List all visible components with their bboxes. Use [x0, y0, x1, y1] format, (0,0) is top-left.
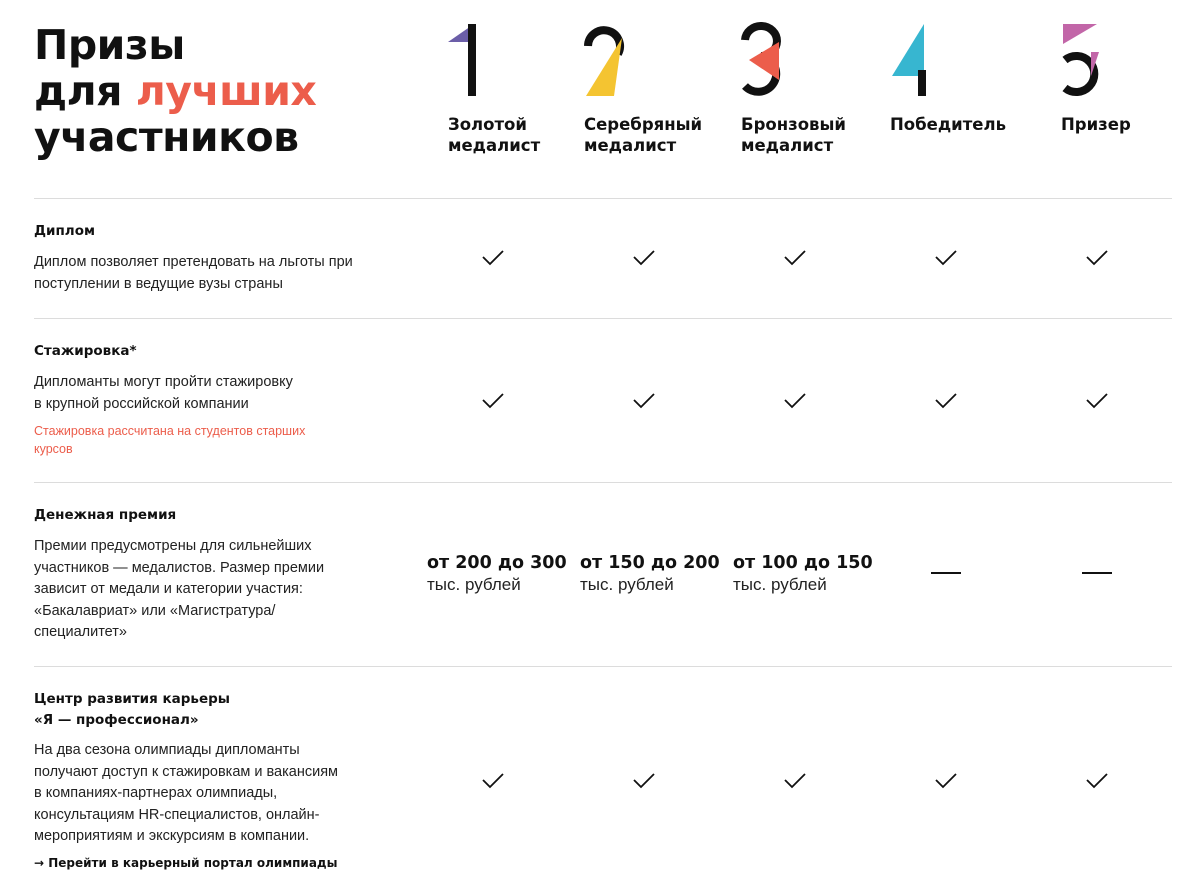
title-line-3: участников: [34, 113, 299, 161]
row-divider: [34, 482, 1172, 483]
dash-icon: [1082, 572, 1112, 574]
title-line-2-accent: лучших: [135, 67, 317, 115]
numeral-3-icon: [741, 22, 789, 98]
row-divider: [34, 666, 1172, 667]
title-line-1: Призы: [34, 21, 185, 69]
check-icon: [934, 772, 958, 790]
numeral-5-icon: [1061, 22, 1109, 98]
check-icon: [1085, 772, 1109, 790]
header-divider: [34, 198, 1172, 199]
column-label: Победитель: [890, 115, 1007, 134]
row-note-internship: Стажировка рассчитана на студентов старших курсов: [34, 424, 306, 456]
check-icon: [481, 772, 505, 790]
check-icon: [783, 772, 807, 790]
column-label: Золотой медалист: [448, 115, 541, 155]
row-title-diploma: Диплом: [34, 223, 96, 239]
column-gold-medalist: [448, 22, 541, 155]
amount-bronze: от 100 до 150 тыс. рублей: [733, 553, 873, 594]
row-desc-money: Премии предусмотрены для сильнейших участников — медалистов. Размер премии зависит от медали и категории участия: «Бакалавриат» или «Магистратура/ специалитет»: [34, 538, 325, 640]
page-title: [34, 22, 316, 160]
title-line-2-plain: для: [34, 67, 136, 115]
row-desc-diploma: Диплом позволяет претендовать на льготы при поступлении в ведущие вузы страны: [34, 254, 353, 292]
row-title-internship: Стажировка*: [34, 343, 137, 359]
numeral-1-icon: [448, 22, 496, 98]
amount-silver: от 150 до 200 тыс. рублей: [580, 553, 720, 594]
check-icon: [632, 392, 656, 410]
check-icon: [632, 772, 656, 790]
row-title-career: Центр развития карьеры «Я — профессионал»: [34, 691, 230, 728]
column-winner: [890, 22, 1007, 134]
career-portal-link[interactable]: → Перейти в карьерный портал олимпиады: [34, 856, 338, 870]
row-divider: [34, 318, 1172, 319]
numeral-2-icon: [584, 22, 632, 98]
row-desc-internship: Дипломанты могут пройти стажировку в крупной российской компании: [34, 374, 293, 412]
amount-gold: от 200 до 300 тыс. рублей: [427, 553, 567, 594]
column-label: Призер: [1061, 115, 1131, 134]
numeral-4-icon: [890, 22, 938, 98]
row-desc-career: На два сезона олимпиады дипломанты получают доступ к стажировкам и вакансиям в компаниях-партнерах олимпиады, консультациям HR-специалистов, онлайн- мероприятиям и экскурсиям в компании.: [34, 742, 339, 844]
check-icon: [783, 392, 807, 410]
check-icon: [1085, 392, 1109, 410]
row-title-money: Денежная премия: [34, 507, 177, 523]
check-icon: [632, 249, 656, 267]
column-prizer: [1061, 22, 1131, 134]
check-icon: [481, 249, 505, 267]
column-bronze-medalist: [741, 22, 846, 155]
title-line-2: [34, 68, 316, 114]
check-icon: [1085, 249, 1109, 267]
column-label: Бронзовый медалист: [741, 115, 846, 155]
check-icon: [481, 392, 505, 410]
check-icon: [934, 392, 958, 410]
column-label: Серебряный медалист: [584, 115, 703, 155]
dash-icon: [931, 572, 961, 574]
check-icon: [934, 249, 958, 267]
column-silver-medalist: [584, 22, 703, 155]
check-icon: [783, 249, 807, 267]
